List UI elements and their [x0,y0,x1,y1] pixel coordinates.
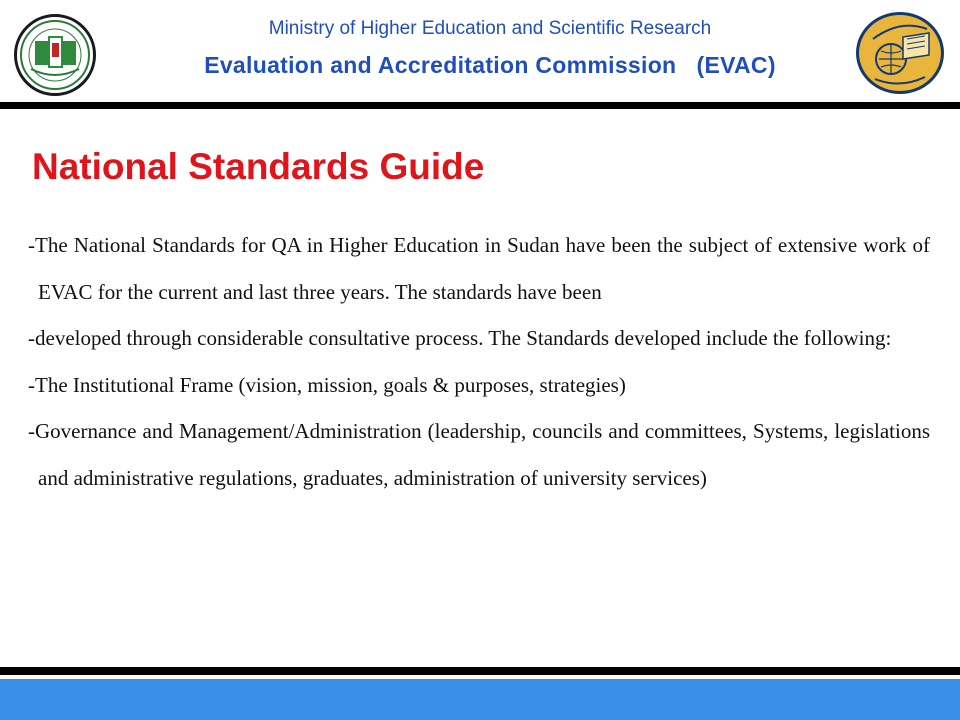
paragraph-intro: -The National Standards for QA in Higher Education in Sudan have been the subject of extensive work of EVAC for the current and last three years. The standards have been [28,233,930,304]
commission-name: Evaluation and Accreditation Commission (EVAC) [204,52,776,78]
slide-title: National Standards Guide [32,146,485,187]
paragraph-governance: -Governance and Management/Administration (leadership, councils and committees, Systems, legislations and administrative regulations, graduates, administration of university services) [28,419,930,490]
footer-band [0,679,960,720]
header-divider [0,102,960,109]
evac-emblem-graphic [859,15,941,91]
ministry-name: Ministry of Higher Education and Scientific Research [268,18,712,39]
slide-body [28,222,930,501]
ministry-seal-graphic [17,17,93,93]
paragraph-institutional-frame: -The Institutional Frame (vision, mission, goals & purposes, strategies) [28,372,626,397]
footer-divider [0,667,960,675]
slide-header [0,0,960,102]
paragraph-process: -developed through considerable consultative process. The Standards developed include the following: [28,326,892,350]
evac-emblem-icon [856,12,944,94]
ministry-seal-icon [14,14,96,96]
